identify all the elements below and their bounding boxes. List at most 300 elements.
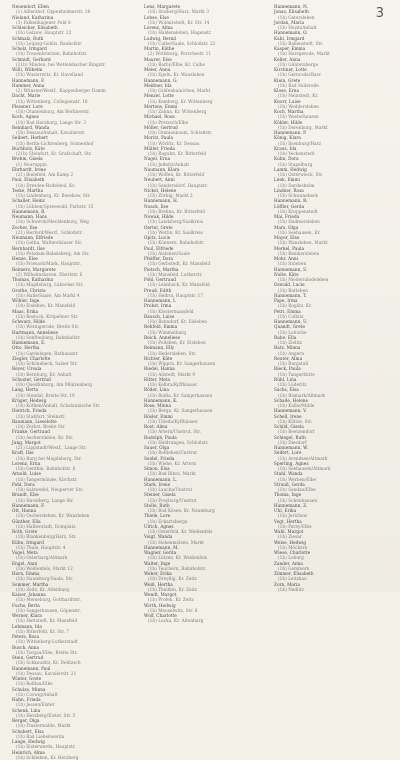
- entry-address: (1b) Zerbst, Breite Str.: [12, 424, 135, 429]
- entry-address: (1b) Blankenburg/Harz, Str.: [12, 534, 135, 539]
- entry-name: Hannemann, Paul: [12, 666, 135, 671]
- entry-address: (1b) Elsterwerda, Hauptstr.: [12, 744, 135, 749]
- entry-name: Neumann, Elfriede: [12, 235, 135, 240]
- entry-name: Martin, Käthe: [144, 46, 267, 51]
- entry-name: Strauß, Gerda: [274, 482, 394, 487]
- entry-name: Kasper, Emma: [274, 46, 394, 51]
- entry-name: Hannemann, S.: [274, 267, 394, 272]
- directory-entry: [274, 435, 394, 446]
- entry-name: Lorenz, Alma: [144, 25, 267, 30]
- directory-entry: [12, 36, 135, 47]
- entry-address: (1b) Könnern, Bahnhofstr.: [144, 240, 267, 245]
- directory-entry: [12, 330, 135, 341]
- entry-address: (1b) Roßlau/Elbe: [12, 681, 135, 686]
- directory-entry: [12, 592, 135, 603]
- entry-name: Berger, Olga: [12, 718, 135, 723]
- entry-name: Hannemann, G.: [144, 78, 267, 83]
- entry-name: Petri, Emma: [274, 309, 394, 314]
- entry-address: (1b) Schönebeck, Salzer Str.: [12, 361, 135, 366]
- entry-name: Hannemann, Z.: [274, 503, 394, 508]
- entry-address: (1b) Mansfeld, Lutherstr.: [144, 272, 267, 277]
- entry-address: (1b) Ballenstedt, Str.: [274, 41, 394, 46]
- directory-entry: [274, 256, 394, 267]
- directory-entry: [12, 135, 135, 146]
- entry-name: Schell, Irene: [274, 414, 394, 419]
- entry-address: (1b) Weißenfels, Markt 12: [12, 566, 135, 571]
- entry-name: Kühn, Irmgard: [12, 540, 135, 545]
- directory-entry: [12, 167, 135, 178]
- entry-address: (1b) Wimmelburg: [144, 330, 267, 335]
- directory-entry: [12, 225, 135, 236]
- entry-address: (1b) Lucka, Kr. Altenburg: [144, 618, 267, 623]
- entry-name: Nolte, Käte: [274, 272, 394, 277]
- entry-address: (1b) Harzgerode, Markt: [274, 51, 394, 56]
- entry-name: Merkel, Paula: [274, 246, 394, 251]
- entry-name: Pape, Irma: [274, 298, 394, 303]
- entry-address: (1b) Ziesar: [274, 534, 394, 539]
- entry-name: Knorr, Luise: [274, 99, 394, 104]
- entry-address: (1b) Westerhausen: [274, 114, 394, 119]
- entry-address: (1b) Bad Bibra, Markt: [144, 471, 267, 476]
- directory-entry: [144, 414, 267, 425]
- entry-name: Preuß, Edith: [144, 288, 267, 293]
- entry-name: Müller, Frieda: [144, 146, 267, 151]
- directory-entry: [12, 655, 135, 666]
- entry-address: (1b) Sandau/Elbe: [274, 487, 394, 492]
- entry-name: Seifert, Lore: [274, 450, 394, 455]
- entry-address: (1b) Aschersleben, Kr. Str.: [12, 435, 135, 440]
- entry-address: (1b) Angern: [274, 351, 394, 356]
- entry-address: (1b) Egeln, Kr. Wanzleben: [144, 72, 267, 77]
- entry-name: Franke, Gertraud: [12, 429, 135, 434]
- entry-name: Richter, Käte: [144, 356, 267, 361]
- entry-address: (1b) Hohenmölsen, Markt: [144, 540, 267, 545]
- entry-name: Rösler, Emmi: [144, 414, 267, 419]
- entry-address: (1b) Dresden-Radebeul, Kr.: [12, 183, 135, 188]
- entry-name: Mayer, Else: [274, 235, 394, 240]
- entry-name: Mohr, Anni: [274, 256, 394, 261]
- directory-entry: [144, 582, 267, 593]
- entry-name: Maurer, Else: [144, 57, 267, 62]
- entry-address: (1b) Havelberg, Lange Str.: [12, 498, 135, 503]
- directory-entry: [12, 571, 135, 582]
- entry-address: (1b) Quedlinburg, Am Münzenberg: [12, 382, 135, 387]
- directory-entry: [274, 377, 394, 388]
- entry-address: (21b) Steinfurt, Kr. Grafschaft, Str.: [12, 151, 135, 156]
- entry-name: Stark, Irene: [144, 482, 267, 487]
- directory-entry: [274, 135, 394, 146]
- entry-name: Stahl, Wanda: [274, 471, 394, 476]
- directory-entry: [144, 550, 267, 561]
- entry-name: Rausch, Luise: [144, 314, 267, 319]
- directory-entry: [144, 225, 267, 236]
- entry-address: (1b) Stapelburg: [274, 162, 394, 167]
- entry-address: (1b) Beetzendorf: [274, 429, 394, 434]
- entry-name: Hannemann, O.: [274, 30, 394, 35]
- entry-name: Ulrich, Agnes: [144, 524, 267, 529]
- entry-name: Wahl, Margot: [274, 529, 394, 534]
- directory-entry: [274, 146, 394, 157]
- entry-name: Lamm, Hedwig: [274, 167, 394, 172]
- entry-address: (1b) Köthen/Anhalt, Schalaunische Str.: [12, 403, 135, 408]
- entry-address: (1b) Artern/Unstrut, Str.: [144, 429, 267, 434]
- entry-address: (1b) Staßfurt, Steinstr.: [12, 414, 135, 419]
- directory-entry: [274, 57, 394, 68]
- entry-address: (1b) Pretzsch/Elbe: [144, 120, 267, 125]
- directory-entry: [144, 93, 267, 104]
- directory-entry: [12, 156, 135, 167]
- entry-address: (1b) Gommern: [274, 566, 394, 571]
- entry-address: (1b) Veckenstedt: [274, 151, 394, 156]
- entry-address: (1b) Kroppenstedt: [274, 209, 394, 214]
- entry-address: (1b) Eckartsberga: [144, 519, 267, 524]
- entry-name: Hahn, Frieda: [12, 697, 135, 702]
- entry-name: Simon, Elsa: [144, 466, 267, 471]
- entry-name: Krüger, Hedwig: [12, 398, 135, 403]
- directory-entry: [274, 540, 394, 551]
- entry-address: (1b) Gardelegen, Rathausstr.: [12, 351, 135, 356]
- directory-entry: [144, 435, 267, 446]
- entry-address: (1b) Oranienburg, Am Berlinerstr.: [12, 109, 135, 114]
- directory-entry: [274, 414, 394, 425]
- directory-entry: [274, 461, 394, 472]
- entry-address: (1b) Osterfeld, Kr. Weißenfels: [144, 529, 267, 534]
- entry-name: Rose, Minna: [144, 403, 267, 408]
- directory-entry: [144, 561, 267, 572]
- entry-address: (1b) Alsleben/Saale: [144, 251, 267, 256]
- directory-entry: [12, 429, 135, 440]
- directory-entry: [274, 282, 394, 293]
- directory-entry: [144, 177, 267, 188]
- entry-name: Engel, Anni: [12, 561, 135, 566]
- directory-entry: [144, 513, 267, 524]
- directory-entry: [12, 582, 135, 593]
- entry-name: Peters, Rosa: [12, 634, 135, 639]
- directory-entry: [144, 366, 267, 377]
- directory-entry: [274, 9, 394, 20]
- directory-entry: [144, 4, 267, 15]
- entry-address: (1b) Stolberg/Harz, Markt 3: [144, 9, 267, 14]
- entry-name: Lohse, Else: [144, 15, 267, 20]
- entry-address: (1b) Oschersleben, Kr. Wanzleben: [12, 513, 135, 518]
- directory-entry: [12, 482, 135, 493]
- directory-entry: [144, 104, 267, 115]
- entry-address: (1b) Werben/Elbe: [274, 477, 394, 482]
- directory-entry: [144, 424, 267, 435]
- entry-address: (1b) Tangerhütte: [274, 372, 394, 377]
- directory-entry: [144, 482, 267, 493]
- entry-name: Köhler, Hilde: [274, 120, 394, 125]
- directory-entry: [274, 366, 394, 377]
- entry-name: Neuendorf, Ellen: [12, 4, 135, 9]
- directory-entry: [12, 114, 135, 125]
- directory-entry: [144, 571, 267, 582]
- entry-address: (1b) Dessau/Anhalt, Kavalierstr.: [12, 130, 135, 135]
- entry-name: Kraus, Ida: [274, 146, 394, 151]
- directory-entry: [144, 277, 267, 288]
- entry-address: (1b) Laucha/Unstrut: [144, 487, 267, 492]
- entry-address: (1b) Landsberg/Saalkreis: [144, 219, 267, 224]
- entry-name: Kraft, Ilse: [12, 450, 135, 455]
- entry-address: (1b) Bad Liebenwerda: [12, 734, 135, 739]
- entry-address: (1b) Barleben: [274, 288, 394, 293]
- directory-entry: [12, 256, 135, 267]
- entry-name: Hannemann, V.: [274, 408, 394, 413]
- entry-address: (1b) Profen, Kr. Zeitz: [144, 597, 267, 602]
- directory-entry: [12, 519, 135, 530]
- entry-address: (1b) Jessen/Elster: [12, 702, 135, 707]
- entry-name: Wiese, Charlotte: [274, 550, 394, 555]
- entry-address: (1b) Wippra, Kr. Sangerhausen: [144, 361, 267, 366]
- directory-entry: [274, 335, 394, 346]
- entry-name: Reinhard, Wanda: [12, 125, 135, 130]
- entry-address: (1b) Halle/Saale, Am Markt 4: [12, 293, 135, 298]
- entry-name: Lenz, Margarete: [144, 4, 267, 9]
- directory-entry: [12, 492, 135, 503]
- directory-entry: [144, 256, 267, 267]
- directory-entry: [12, 718, 135, 729]
- entry-name: Hannemann, B.: [12, 209, 135, 214]
- entry-address: (1b) Benndorf, Kr. Eisleben: [144, 319, 267, 324]
- directory-entry: [274, 272, 394, 283]
- entry-name: Sommer, Martha: [12, 582, 135, 587]
- column-2: [144, 4, 267, 590]
- entry-name: Beyer, Ursula: [12, 366, 135, 371]
- entry-address: (1b) Wernigerode, Breite Str.: [12, 324, 135, 329]
- entry-address: (1b) Roßla, Kr. Sangerhausen: [144, 393, 267, 398]
- entry-name: Otto, Hertha: [12, 345, 135, 350]
- column-3: [274, 4, 394, 590]
- entry-name: Oertel, Grete: [144, 225, 267, 230]
- entry-address: (2) Münster/Westf., Kappenberger Damm: [12, 88, 135, 93]
- entry-name: Sachs, Elsa: [274, 387, 394, 392]
- entry-name: Busch, Anna: [12, 645, 135, 650]
- entry-address: (1b) Bad Kösen, Kr. Naumburg: [144, 508, 267, 513]
- directory-entry: [144, 345, 267, 356]
- entry-address: (1b) Eisleben, Kr. Mansfeld: [12, 303, 135, 308]
- entry-name: Stolle, Ruth: [144, 503, 267, 508]
- directory-entry: [274, 571, 394, 582]
- directory-entry: [274, 156, 394, 167]
- directory-entry: [12, 366, 135, 377]
- entry-address: (1b) Remkersleben: [274, 251, 394, 256]
- directory-entry: [144, 456, 267, 467]
- directory-entry: [12, 634, 135, 645]
- entry-name: König, Klara: [274, 135, 394, 140]
- entry-name: Hartmann, Anneliese: [12, 330, 135, 335]
- entry-address: (1b) Diesdorf: [274, 440, 394, 445]
- entry-address: (1b) Rogätz, Kr.: [274, 303, 394, 308]
- entry-address: (1b) Wiehe, Kr. Artern: [144, 461, 267, 466]
- entry-name: Plessner, Lore: [12, 104, 135, 109]
- directory-entry: [144, 356, 267, 367]
- entry-address: (1b) Osterburg/Altmark: [12, 555, 135, 560]
- entry-name: Rabe, Ella: [274, 335, 394, 340]
- entry-address: (1b) Friesack/Mark, Hauptstr.: [12, 261, 135, 266]
- entry-name: Brandt, Else: [12, 492, 135, 497]
- entry-name: Hannemann, F.: [12, 503, 135, 508]
- entry-name: Zander, Anna: [274, 561, 394, 566]
- directory-entry: [12, 729, 135, 740]
- entry-address: (1b) Parey/Elbe: [274, 524, 394, 529]
- entry-name: Werner, Klara: [12, 613, 135, 618]
- entry-name: Pietsch, Martha: [144, 267, 267, 272]
- directory-entry: [12, 613, 135, 624]
- entry-address: (1b) Potsdam-Babelsberg, Am Str.: [12, 251, 135, 256]
- directory-entry: [274, 519, 394, 530]
- entry-name: Kahl, Irmgard: [274, 36, 394, 41]
- entry-address: (1b) Treuenbrietzen, Bahnhofstr.: [12, 51, 135, 56]
- entry-address: (1b) Coswig/Anhalt: [12, 692, 135, 697]
- entry-address: (1b) Schkeuditz, Kr. Delitzsch: [12, 660, 135, 665]
- directory-entry: [274, 46, 394, 57]
- entry-address: (1b) Neinstedt, Kr.: [274, 93, 394, 98]
- directory-entry: [12, 177, 135, 188]
- entry-name: Bernhardt, Ilse: [12, 246, 135, 251]
- entry-name: Mai, Frieda: [274, 214, 394, 219]
- entry-name: Nickel, Helene: [144, 188, 267, 193]
- entry-name: Henze, Else: [12, 256, 135, 261]
- entry-name: Reuter, Alma: [274, 356, 394, 361]
- entry-address: (1b) Wolmirstedt, Kr. Str. 14: [144, 20, 267, 25]
- entry-name: Lindner, Rosa: [274, 188, 394, 193]
- entry-address: (1b) Loitsche: [274, 330, 394, 335]
- directory-entry: [12, 603, 135, 614]
- directory-entry: [144, 267, 267, 278]
- entry-name: Vogel, Meta: [12, 550, 135, 555]
- entry-name: Hannemann, E.: [12, 340, 135, 345]
- entry-address: (1b) Allstedt, Markt 9: [144, 372, 267, 377]
- entry-name: Oswald, Lucie: [274, 282, 394, 287]
- entry-name: Riedel, Hanna: [144, 366, 267, 371]
- directory-entry: [12, 246, 135, 257]
- entry-address: (1b) Sangerhausen, Göpenstr.: [12, 608, 135, 613]
- entry-name: Heinrich, Alma: [12, 750, 135, 755]
- entry-name: Naumann, Klara: [144, 167, 267, 172]
- entry-name: Quandt, Grete: [274, 324, 394, 329]
- entry-address: (1b) Burgstall: [274, 361, 394, 366]
- entry-name: Ziegler, Charlotte: [12, 356, 135, 361]
- directory-entry: [12, 146, 135, 157]
- entry-name: Mertens, Emmi: [144, 104, 267, 109]
- entry-name: Klose, Erna: [274, 88, 394, 93]
- directory-entry: [144, 156, 267, 167]
- directory-entry: [274, 298, 394, 309]
- entry-name: Arnold, Luise: [12, 471, 135, 476]
- directory-entry: [144, 288, 267, 299]
- directory-entry: [274, 529, 394, 540]
- directory-entry: [144, 324, 267, 335]
- entry-address: (1b) Bismark/Altmark: [274, 393, 394, 398]
- entry-name: Reich, Anneliese: [144, 335, 267, 340]
- entry-name: Schulze, Minna: [12, 687, 135, 692]
- directory-entry: [12, 687, 135, 698]
- directory-entry: [12, 708, 135, 719]
- entry-address: (1b) Finsterwalde, Markt: [12, 723, 135, 728]
- entry-name: Hannemann, R.: [274, 198, 394, 203]
- directory-entry: [144, 524, 267, 535]
- directory-entry: [12, 267, 135, 278]
- entry-name: Ehrhardt, Irene: [12, 167, 135, 172]
- directory-entry: [274, 36, 394, 47]
- entry-name: Reimann, Elly: [144, 345, 267, 350]
- entry-name: Keller, Anna: [274, 57, 394, 62]
- directory-entry: [274, 67, 394, 78]
- entry-name: Hannemann, T.: [274, 293, 394, 298]
- directory-entry: [274, 398, 394, 409]
- entry-address: (1b) Heldrungen, Schloßstr.: [144, 440, 267, 445]
- entry-address: (1b) Zielitz: [274, 340, 394, 345]
- entry-name: Thiele, Lore: [144, 513, 267, 518]
- entry-address: (1b) Nedlitz: [274, 587, 394, 592]
- entry-address: (1b) Möckern: [274, 545, 394, 550]
- directory-entry: [12, 697, 135, 708]
- directory-entry: [12, 645, 135, 656]
- directory-entry: [12, 15, 135, 26]
- entry-address: (1b) Helbra, Hauptstr. 17: [144, 293, 267, 298]
- entry-address: (1b) Senftenberg, Bahnhofstr.: [12, 335, 135, 340]
- entry-name: Noack, Ilse: [144, 204, 267, 209]
- entry-name: Weise, Hedwig: [274, 540, 394, 545]
- directory-entry: [12, 739, 135, 750]
- entry-name: Maas, Erika: [12, 309, 135, 314]
- entry-name: Brehm, Gisela: [12, 156, 135, 161]
- entry-address: (2) Wolfsburg, Porschestr. 11: [144, 51, 267, 56]
- directory-entry: [144, 387, 267, 398]
- entry-name: Hannemann, M.: [144, 545, 267, 550]
- entry-address: (1b) Hoym/Anhalt: [274, 25, 394, 30]
- entry-address: (1b) Golzow, Hauptstr. 22: [12, 30, 135, 35]
- entry-name: Thomas, Katharina: [12, 277, 135, 282]
- entry-name: Neubert, Anni: [144, 177, 267, 182]
- directory-entry: [12, 277, 135, 288]
- entry-address: (1b) Weddersleben: [274, 104, 394, 109]
- directory-entry: [12, 198, 135, 209]
- entry-name: Sperling, Agnes: [274, 461, 394, 466]
- entry-address: (21b) Minden, bei Wettelsbacher Ringstr.: [12, 62, 135, 67]
- entry-address: (1b) Torgau/Elbe, Breite Str.: [12, 650, 135, 655]
- entry-name: Michael, Rosa: [144, 114, 267, 119]
- entry-name: Koch, Martha: [274, 109, 394, 114]
- directory-entry: [12, 540, 135, 551]
- entry-name: Nieland, Katharina: [12, 15, 135, 20]
- directory-entry: [274, 424, 394, 435]
- entry-address: (21) Lippstadt/Westf., Lange Str.: [12, 445, 135, 450]
- directory-entry: [274, 99, 394, 110]
- entry-name: Wolf, Charlotte: [144, 613, 267, 618]
- entry-name: Probst, Irma: [144, 303, 267, 308]
- entry-name: Hannemann, F.: [12, 78, 135, 83]
- entry-address: (1b) Wettin, Kr. Saalkreis: [144, 230, 267, 235]
- entry-name: Zimmer, Elisabeth: [274, 571, 394, 576]
- entry-address: (1b) Kemberg, Kr. Wittenberg: [144, 99, 267, 104]
- entry-name: Sauer, Olga: [144, 445, 267, 450]
- entry-address: (1b) Raguhn, Kr. Bitterfeld: [144, 151, 267, 156]
- directory-entry: [274, 582, 394, 593]
- entry-name: Grothe, Christa: [12, 288, 135, 293]
- entry-address: (1b) Lübben/Spreewald, Parkstr. 15: [12, 204, 135, 209]
- directory-entry: [12, 93, 135, 104]
- entry-address: (1b) Lützen, Kr. Weißenfels: [144, 555, 267, 560]
- directory-entry: [144, 25, 267, 36]
- entry-address: (2) Wilhelmshaven, Ebertstr. 6: [12, 272, 135, 277]
- directory-entry: [12, 288, 135, 299]
- entry-name: Rehfeld, Emma: [144, 324, 267, 329]
- directory-entry: [144, 314, 267, 325]
- directory-entry: [274, 246, 394, 257]
- entry-address: (1b) Schönhausen: [274, 498, 394, 503]
- directory-entry: [144, 15, 267, 26]
